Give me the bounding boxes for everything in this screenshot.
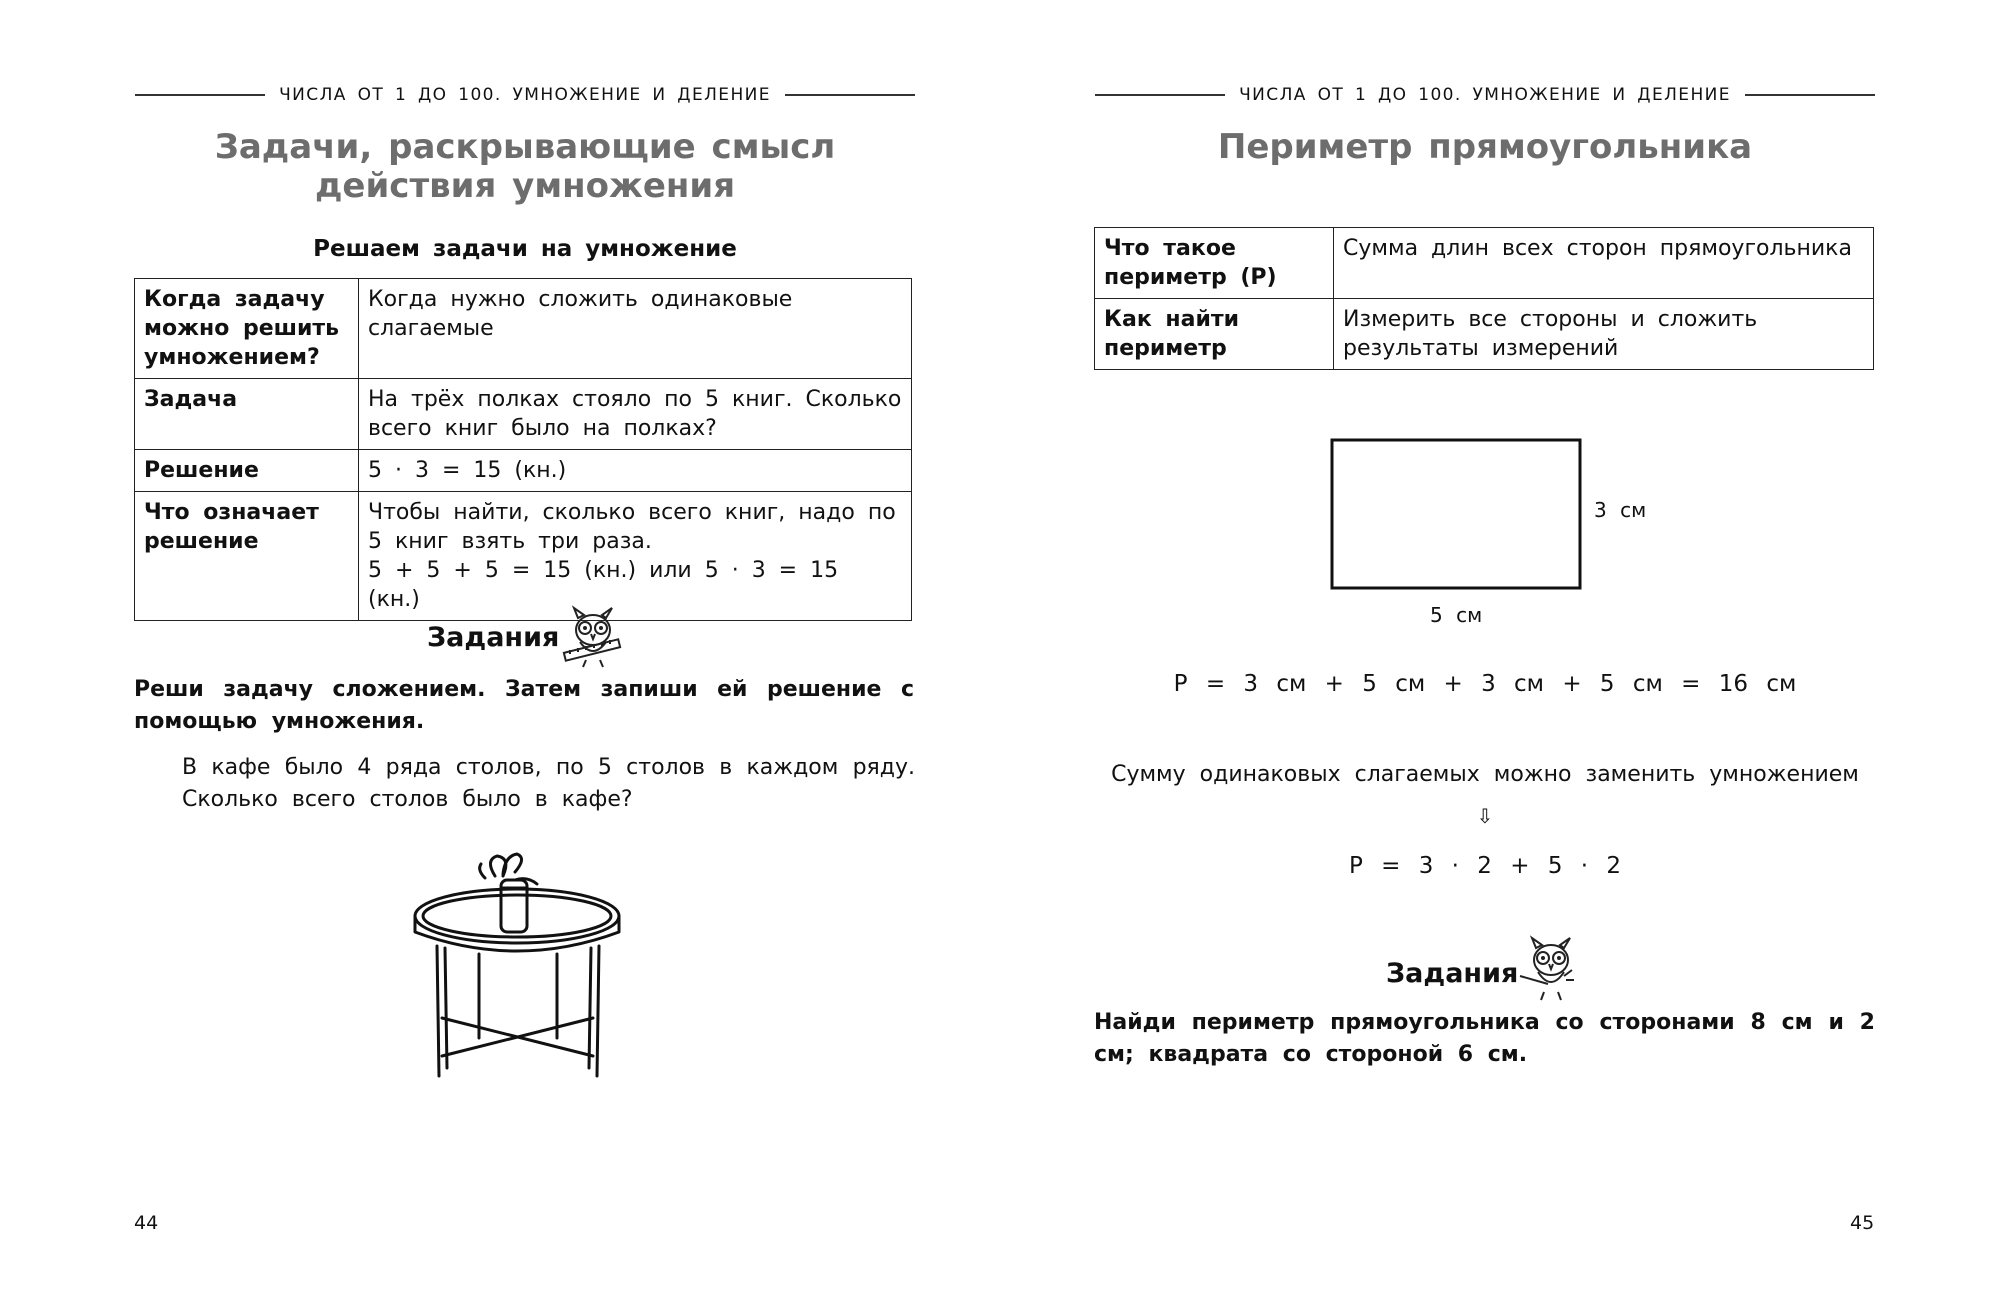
table-value-cell: Сумма длин всех сторон прямоугольника — [1334, 228, 1874, 299]
page-number: 45 — [1850, 1212, 1875, 1234]
running-header-text: ЧИСЛА ОТ 1 ДО 100. УМНОЖЕНИЕ И ДЕЛЕНИЕ — [1239, 85, 1731, 105]
task-instruction: Реши задачу сложением. Затем запиши ей решение с помощью умножения. — [134, 677, 914, 734]
table-key-cell: Когда задачу можно решить умножением? — [135, 279, 359, 379]
table-row — [1095, 299, 1874, 370]
table-value-cell: Измерить все стороны и сложить результаты измерений — [1334, 299, 1874, 370]
cafe-table-illustration — [415, 848, 640, 1103]
table-value-cell — [359, 492, 912, 621]
tasks-heading: Задания — [1386, 958, 1519, 989]
header-rule-left — [135, 94, 265, 96]
page-number: 44 — [134, 1212, 159, 1234]
running-header — [135, 80, 915, 110]
solution-meaning-text: Чтобы найти, сколько всего книг, надо по 5 книг взять три раза. — [368, 500, 896, 554]
table-value-cell: Когда нужно сложить одинаковые слагаемые — [359, 279, 912, 379]
right-page — [1000, 0, 2000, 1312]
table-row — [135, 492, 912, 621]
table-key-cell: Как найти периметр — [1095, 299, 1334, 370]
task-text: В кафе было 4 ряда столов, по 5 столов в каждом ряду. Сколько всего столов было в кафе? — [182, 755, 915, 812]
perimeter-mult-formula: Р = 3 · 2 + 5 · 2 — [1348, 853, 1622, 879]
tasks-heading: Задания — [427, 622, 560, 653]
table-value-cell: На трёх полках стояло по 5 книг. Сколько всего книг было на полках? — [359, 379, 912, 450]
down-arrow-icon: ⇩ — [1476, 804, 1494, 828]
table-key-cell: Задача — [135, 379, 359, 450]
section-subtitle: Решаем задачи на умножение — [313, 236, 737, 262]
table-row — [135, 379, 912, 450]
perimeter-sum-formula: Р = 3 см + 5 см + 3 см + 5 см = 16 см — [1173, 671, 1797, 697]
page-title: Периметр прямоугольника — [1217, 127, 1753, 167]
multiplication-info-table — [134, 278, 912, 621]
task-instruction: Найди периметр прямоугольника со сторонами 8 см и 2 см; квадрата со стороной 6 см. — [1094, 1010, 1875, 1067]
header-rule-right — [1745, 94, 1875, 96]
owl-mascot-icon — [1518, 936, 1584, 1002]
header-rule-right — [785, 94, 915, 96]
rect-height-label: 3 см — [1594, 498, 1647, 522]
header-rule-left — [1095, 94, 1225, 96]
table-key-cell: Что такое периметр (Р) — [1095, 228, 1334, 299]
perimeter-info-table — [1094, 227, 1874, 370]
page-title: Задачи, раскрывающие смысл действия умножения — [214, 127, 836, 206]
table-row — [135, 279, 912, 379]
rectangle-diagram — [1330, 438, 1582, 590]
table-key-cell: Что означает решение — [135, 492, 359, 621]
table-value-cell: 5 · 3 = 15 (кн.) — [359, 450, 912, 492]
owl-mascot-icon — [560, 606, 626, 668]
running-header-text: ЧИСЛА ОТ 1 ДО 100. УМНОЖЕНИЕ И ДЕЛЕНИЕ — [279, 85, 771, 105]
running-header — [1095, 80, 1875, 110]
table-row — [135, 450, 912, 492]
rect-width-label: 5 см — [1430, 603, 1483, 627]
solution-equation: 5 + 5 + 5 = 15 (кн.) или 5 · 3 = 15 (кн.) — [368, 558, 839, 612]
replace-note: Сумму одинаковых слагаемых можно заменить умножением — [1111, 762, 1859, 787]
table-key-cell: Решение — [135, 450, 359, 492]
table-row — [1095, 228, 1874, 299]
